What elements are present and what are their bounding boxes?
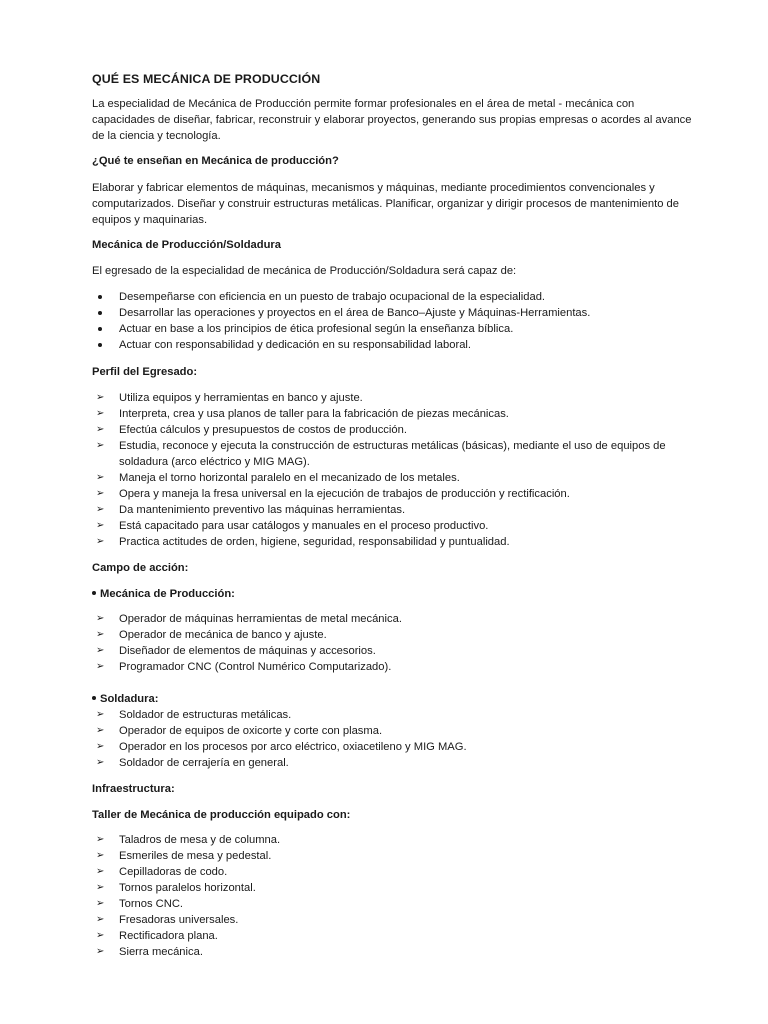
list-item [92,864,692,880]
list-item-text: Taladros de mesa y de columna. [119,834,281,846]
intro-paragraph: La especialidad de Mecánica de Producción permite formar profesionales en el área de metal - mecánica con capacidades de diseñar, fabricar, reconstruir y elaborar proyectos, generando sus propias empresas o acordes al avance de la ciencia y tecnología. [92,98,692,142]
bullet-dot-icon [92,591,96,595]
capabilities-list [92,289,692,353]
list-item-text: Actuar con responsabilidad y dedicación en su responsabilidad laboral. [119,339,472,351]
list-item-text: Tornos paralelos horizontal. [119,882,256,894]
bullet-dot-icon [98,327,102,331]
perfil-heading: Perfil del Egresado: [92,366,198,378]
list-item-text: Operador en los procesos por arco eléctrico, oxiacetileno y MIG MAG. [119,741,467,753]
list-item [92,896,692,912]
list-item-text: Opera y maneja la fresa universal en la ejecución de trabajos de producción y rectificación. [119,488,570,500]
list-item [92,880,692,896]
bullet-dot-icon [98,295,102,299]
mp-list [92,611,692,675]
list-item-text: Practica actitudes de orden, higiene, seguridad, responsabilidad y puntualidad. [119,536,510,548]
list-item-text: Desempeñarse con eficiencia en un puesto de trabajo ocupacional de la especialidad. [119,291,546,303]
taller-heading: Taller de Mecánica de producción equipado con: [92,809,351,821]
list-item-text: Cepilladoras de codo. [119,866,228,878]
arrowhead-bullet-icon: ➢ [96,613,105,624]
list-item [92,406,692,422]
arrowhead-bullet-icon: ➢ [96,850,105,861]
arrowhead-bullet-icon: ➢ [96,504,105,515]
arrowhead-bullet-icon: ➢ [96,914,105,925]
soldadura-intro: El egresado de la especialidad de mecánica de Producción/Soldadura será capaz de: [92,265,517,277]
mp-heading [92,586,235,602]
arrowhead-bullet-icon: ➢ [96,866,105,877]
arrowhead-bullet-icon: ➢ [96,424,105,435]
arrowhead-bullet-icon: ➢ [96,408,105,419]
list-item [92,518,692,534]
list-item-text: Maneja el torno horizontal paralelo en el mecanizado de los metales. [119,472,460,484]
list-item [92,707,692,723]
list-item [92,723,692,739]
arrowhead-bullet-icon: ➢ [96,741,105,752]
list-item-text: Da mantenimiento preventivo las máquinas herramientas. [119,504,406,516]
list-item-text: Estudia, reconoce y ejecuta la construcción de estructuras metálicas (básicas), mediante el uso de equipos de soldadura (arco eléctrico y MIG MAG). [119,440,666,468]
arrowhead-bullet-icon: ➢ [96,757,105,768]
bullet-dot-icon [98,343,102,347]
arrowhead-bullet-icon: ➢ [96,645,105,656]
list-item [92,928,692,944]
list-item [92,438,692,470]
arrowhead-bullet-icon: ➢ [96,536,105,547]
list-item-text: Está capacitado para usar catálogos y manuales en el proceso productivo. [119,520,489,532]
arrowhead-bullet-icon: ➢ [96,898,105,909]
list-item-text: Diseñador de elementos de máquinas y accesorios. [119,645,376,657]
sold-heading [92,691,158,707]
list-item-text: Soldador de estructuras metálicas. [119,709,292,721]
arrowhead-bullet-icon: ➢ [96,946,105,957]
list-item-text: Utiliza equipos y herramientas en banco y ajuste. [119,392,363,404]
list-item [92,390,692,406]
arrowhead-bullet-icon: ➢ [96,930,105,941]
list-item-text: Interpreta, crea y usa planos de taller para la fabricación de piezas mecánicas. [119,408,509,420]
bullet-dot-icon [92,696,96,700]
list-item-text: Esmeriles de mesa y pedestal. [119,850,272,862]
list-item [92,755,692,771]
list-item [92,643,692,659]
list-item [92,502,692,518]
q1-paragraph: Elaborar y fabricar elementos de máquinas, mecanismos y máquinas, mediante procedimientos convencionales y computarizados. Diseñar y construir estructuras metálicas. Planificar, organizar y dirigir procesos de mantenimiento de equipos y maquinarias. [92,182,679,226]
page-title: QUÉ ES MECÁNICA DE PRODUCCIÓN [92,72,321,86]
list-item [92,470,692,486]
sold-list [92,707,692,771]
mp-heading-text: Mecánica de Producción: [100,588,235,600]
arrowhead-bullet-icon: ➢ [96,709,105,720]
list-item-text: Operador de mecánica de banco y ajuste. [119,629,327,641]
arrowhead-bullet-icon: ➢ [96,834,105,845]
list-item [92,832,692,848]
infra-heading: Infraestructura: [92,783,175,795]
list-item-text: Operador de equipos de oxicorte y corte con plasma. [119,725,383,737]
arrowhead-bullet-icon: ➢ [96,882,105,893]
list-item [92,659,692,675]
list-item-text: Efectúa cálculos y presupuestos de costos de producción. [119,424,407,436]
list-item [92,305,692,321]
list-item-text: Desarrollar las operaciones y proyectos en el área de Banco–Ajuste y Máquinas-Herramientas. [119,307,591,319]
list-item-text: Programador CNC (Control Numérico Computarizado). [119,661,392,673]
arrowhead-bullet-icon: ➢ [96,520,105,531]
arrowhead-bullet-icon: ➢ [96,661,105,672]
list-item-text: Sierra mecánica. [119,946,203,958]
taller-list [92,832,692,960]
arrowhead-bullet-icon: ➢ [96,629,105,640]
arrowhead-bullet-icon: ➢ [96,440,105,451]
sold-heading-text: Soldadura: [100,693,159,705]
arrowhead-bullet-icon: ➢ [96,392,105,403]
list-item-text: Fresadoras universales. [119,914,239,926]
campo-heading: Campo de acción: [92,562,189,574]
list-item [92,486,692,502]
list-item-text: Actuar en base a los principios de ética profesional según la enseñanza bíblica. [119,323,514,335]
list-item [92,289,692,305]
perfil-list [92,390,692,550]
arrowhead-bullet-icon: ➢ [96,472,105,483]
list-item [92,739,692,755]
list-item [92,944,692,960]
list-item-text: Operador de máquinas herramientas de metal mecánica. [119,613,402,625]
arrowhead-bullet-icon: ➢ [96,725,105,736]
list-item [92,321,692,337]
bullet-dot-icon [98,311,102,315]
list-item [92,337,692,353]
soldadura-heading: Mecánica de Producción/Soldadura [92,239,281,251]
list-item [92,422,692,438]
list-item [92,627,692,643]
list-item [92,611,692,627]
list-item-text: Soldador de cerrajería en general. [119,757,289,769]
list-item-text: Rectificadora plana. [119,930,218,942]
list-item [92,848,692,864]
list-item [92,534,692,550]
list-item [92,912,692,928]
list-item-text: Tornos CNC. [119,898,184,910]
q1-heading: ¿Qué te enseñan en Mecánica de producción? [92,155,339,167]
arrowhead-bullet-icon: ➢ [96,488,105,499]
